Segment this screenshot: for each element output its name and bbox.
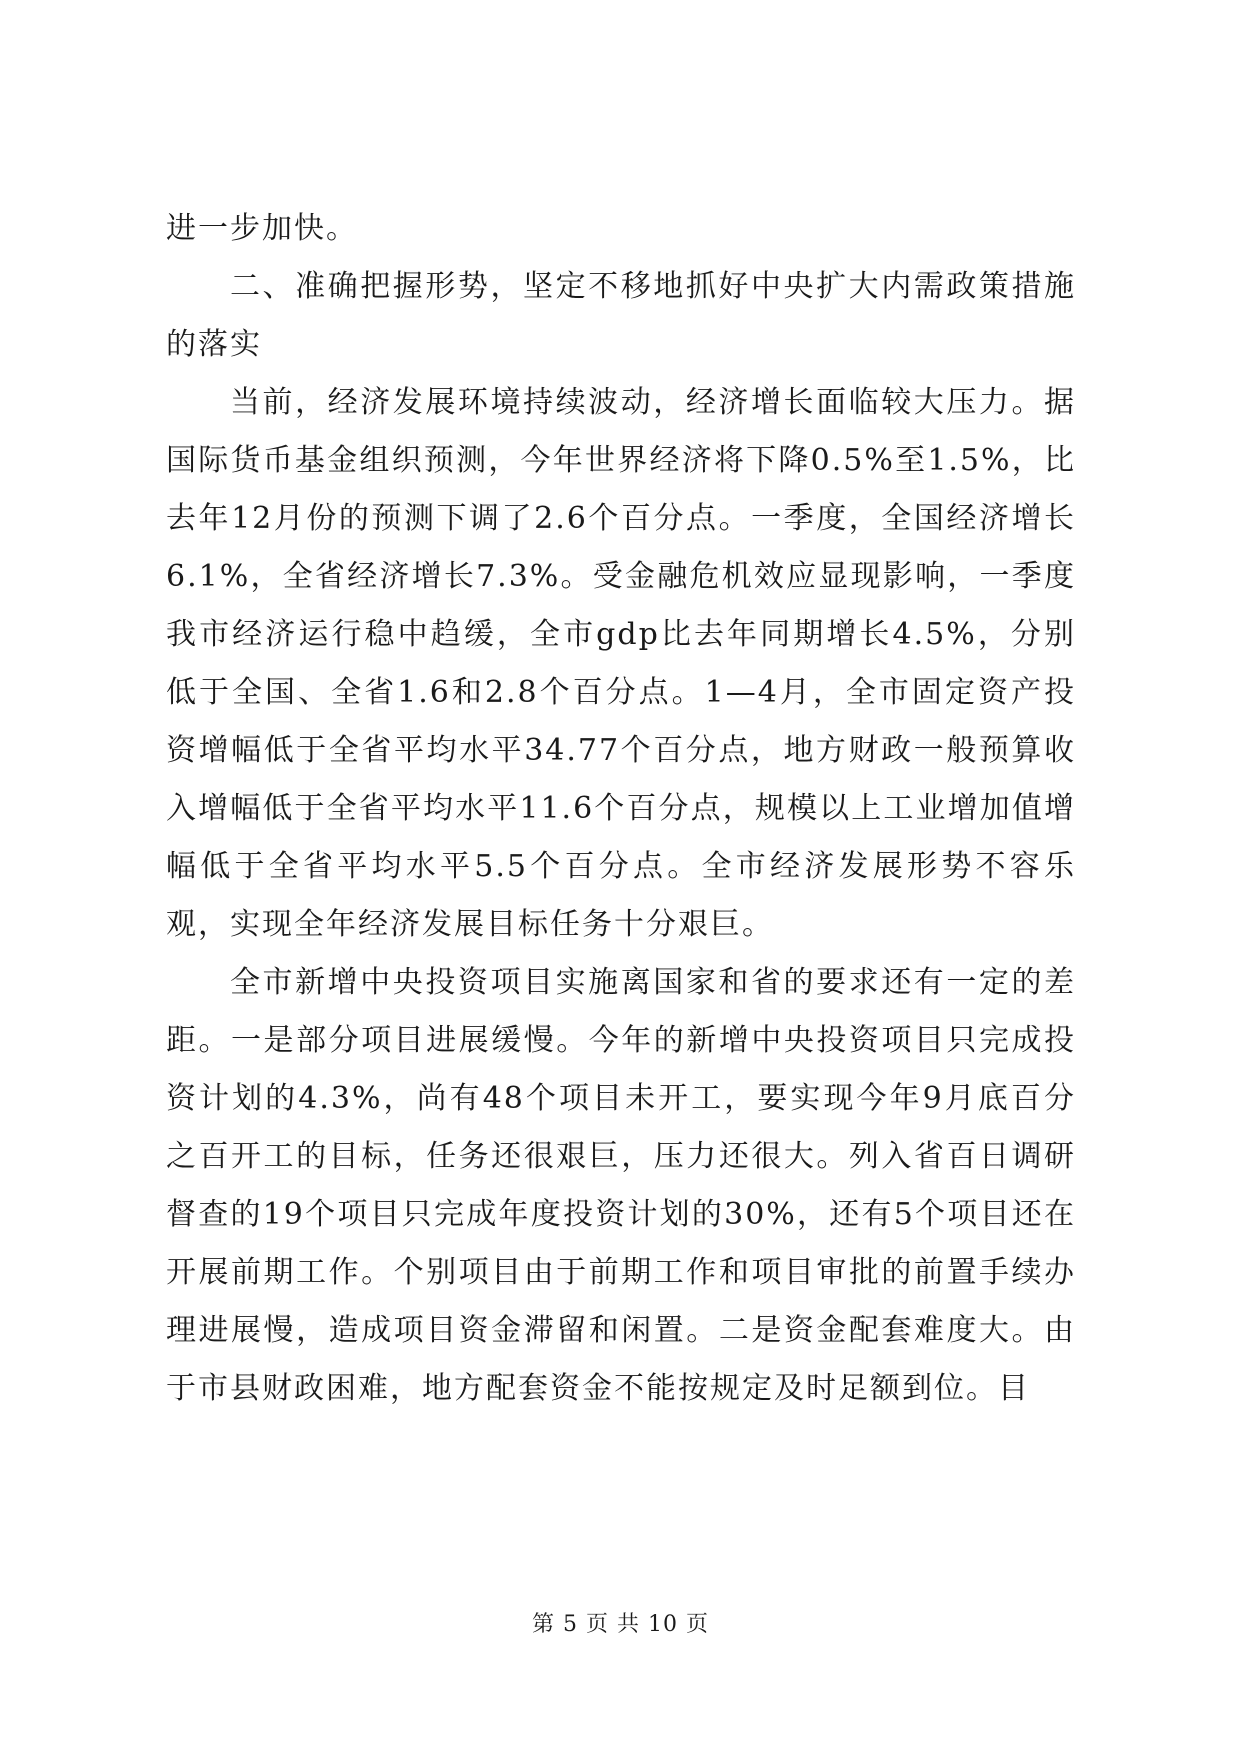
- paragraph-continuation: 进一步加快。: [166, 211, 358, 246]
- section-heading: 二、准确把握形势，坚定不移地抓好中央扩大内需政策措施的落实: [166, 269, 1076, 362]
- paragraph-economic-situation: 当前，经济发展环境持续波动，经济增长面临较大压力。据国际货币基金组织预测，今年世界经济将下降0.5%至1.5%，比去年12月份的预测下调了2.6个百分点。一季度，全国经济增长6.1%，全省经济增长7.3%。受金融危机效应显现影响，一季度我市经济运行稳中趋缓，全市gdp比去年同期增长4.5%，分别低于全国、全省1.6和2.8个百分点。1—4月，全市固定资产投资增幅低于全省平均水平34.77个百分点，地方财政一般预算收入增幅低于全省平均水平11.6个百分点，规模以上工业增加值增幅低于全省平均水平5.5个百分点。全市经济发展形势不容乐观，实现全年经济发展目标任务十分艰巨。: [166, 385, 1076, 942]
- paragraph-project-gap: 全市新增中央投资项目实施离国家和省的要求还有一定的差距。一是部分项目进展缓慢。今年的新增中央投资项目只完成投资计划的4.3%，尚有48个项目未开工，要实现今年9月底百分之百开工的目标，任务还很艰巨，压力还很大。列入省百日调研督查的19个项目只完成年度投资计划的30%，还有5个项目还在开展前期工作。个别项目由于前期工作和项目审批的前置手续办理进展慢，造成项目资金滞留和闲置。二是资金配套难度大。由于市县财政困难，地方配套资金不能按规定及时足额到位。目: [166, 965, 1076, 1406]
- page-footer: 第 5 页 共 10 页: [532, 1612, 709, 1637]
- document-body: [166, 200, 1076, 1418]
